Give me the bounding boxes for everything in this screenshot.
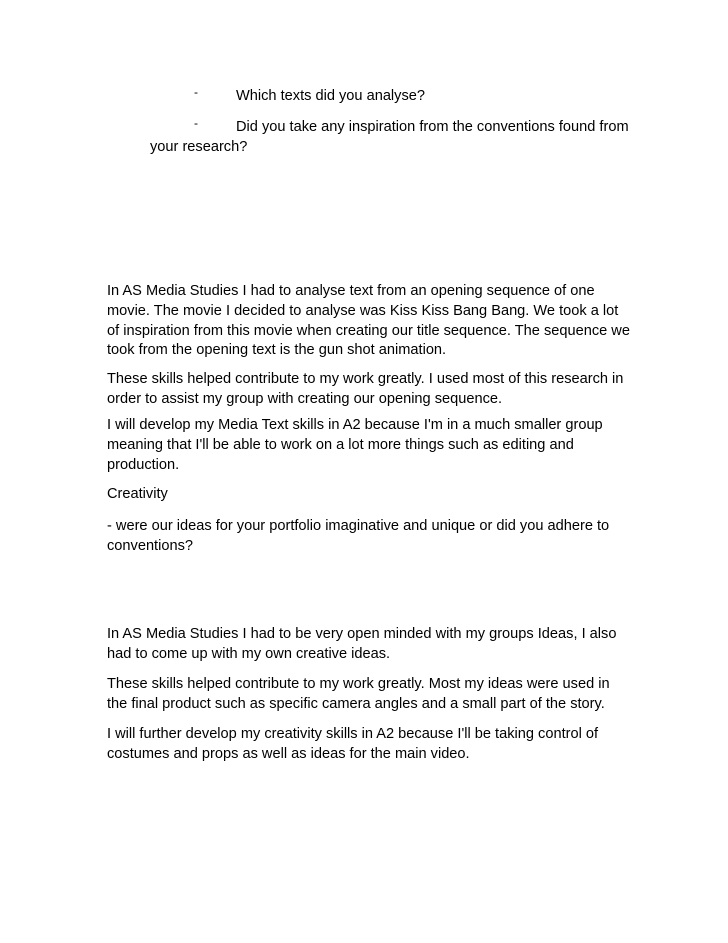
text-line: production.	[107, 456, 180, 473]
question-creativity	[107, 517, 637, 557]
text-line: movie. The movie I decided to analyse was Kiss Kiss Bang Bang. We took a lot	[107, 302, 619, 319]
bullet-continuation: your research?	[150, 139, 248, 155]
text-line: These skills helped contribute to my work greatly. I used most of this research in	[107, 371, 624, 387]
text-line: These skills helped contribute to my work greatly. Most my ideas were used in	[107, 676, 610, 692]
text-line: conventions?	[107, 537, 194, 554]
text-line: order to assist my group with creating our opening sequence.	[107, 390, 503, 407]
text-line: had to come up with my own creative ideas.	[107, 645, 391, 662]
text-line: took from the opening text is the gun shot animation.	[107, 342, 447, 359]
text-line: I will develop my Media Text skills in A2 because I'm in a much smaller group	[107, 417, 603, 433]
paragraph-analysis	[107, 282, 637, 361]
text-line: of inspiration from this movie when creating our title sequence. The sequence we	[107, 322, 630, 339]
bullet-dash: -	[194, 116, 198, 130]
section-heading-creativity	[107, 485, 637, 505]
paragraph-skills-ideas	[107, 675, 637, 715]
paragraph-skills-research	[107, 370, 637, 410]
paragraph-open-minded	[107, 625, 637, 665]
text-line: In AS Media Studies I had to analyse text from an opening sequence of one	[107, 283, 595, 299]
paragraph-develop-media-text	[107, 416, 637, 475]
text-line: costumes and props as well as ideas for the main video.	[107, 745, 470, 762]
text-line: - were our ideas for your portfolio imaginative and unique or did you adhere to	[107, 518, 610, 534]
bullet-dash: -	[194, 85, 198, 99]
text-line: meaning that I'll be able to work on a lot more things such as editing and	[107, 436, 574, 453]
paragraph-develop-creativity	[107, 725, 637, 765]
bullet-text: Which texts did you analyse?	[236, 88, 426, 104]
text-line: the final product such as specific camera angles and a small part of the story.	[107, 695, 605, 712]
bullet-text: Did you take any inspiration from the conventions found from	[236, 119, 629, 135]
text-line: I will further develop my creativity skills in A2 because I'll be taking control of	[107, 726, 599, 742]
heading-text: Creativity	[107, 486, 168, 502]
text-line: In AS Media Studies I had to be very open minded with my groups Ideas, I also	[107, 626, 617, 642]
